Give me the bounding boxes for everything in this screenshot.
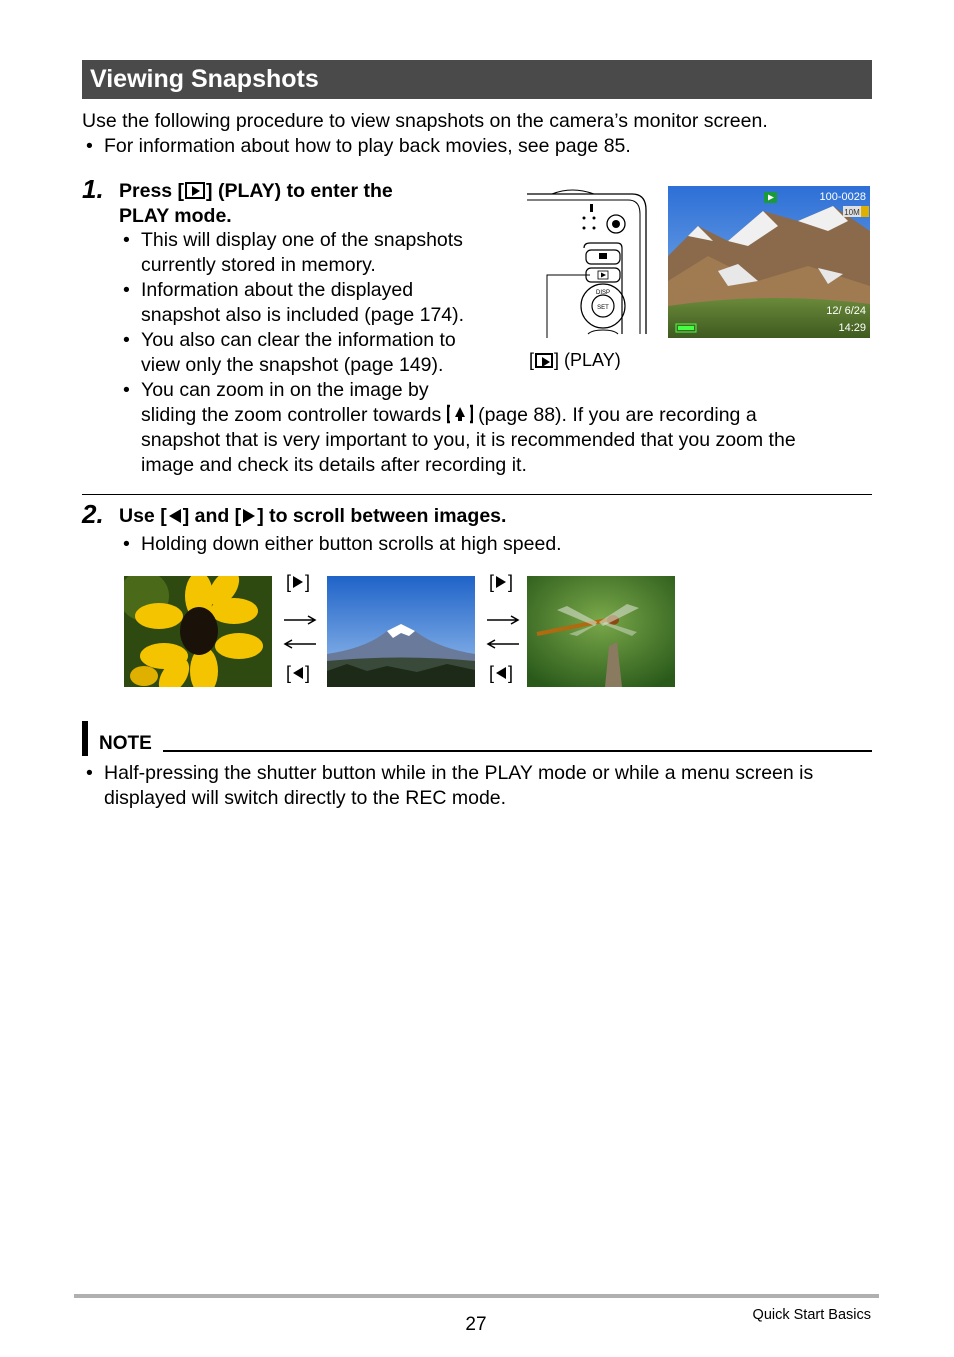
file-number: 100-0028 [819, 191, 866, 203]
note-label: NOTE [99, 733, 152, 754]
image-size: 10M [844, 208, 860, 217]
play-icon [185, 182, 205, 199]
step-2-number: 2. [82, 499, 104, 529]
step-2-title: Use [ ] and [ ] to scroll between images. [119, 505, 507, 527]
right-button-label-1: [ ] [286, 572, 311, 592]
note-rule [163, 750, 872, 752]
footer-rule [74, 1294, 879, 1298]
left-arrow-icon [293, 667, 303, 679]
screen-time: 14:29 [838, 322, 866, 334]
step-1-number: 1. [82, 174, 104, 204]
left-arrow-icon [169, 509, 181, 523]
set-label: SET [597, 305, 609, 311]
disp-label: DISP [595, 290, 611, 296]
section-title: Viewing Snapshots [90, 65, 319, 93]
step-divider [82, 494, 872, 495]
step-1-bullet-2: • Information about the displayed snapshot also is included (page 174). [123, 279, 465, 326]
mountain-photo [668, 186, 870, 338]
play-icon [535, 353, 553, 368]
step-1-bullet-1: • This will display one of the snapshots currently stored in memory. [123, 229, 463, 276]
step-1-bullet-4: • You can zoom in on the image by sliding the zoom controller towards (page 88). If you are recording a snapshot that is very important to you, it is recommended that you zoom the image and check its details after recording it. [123, 379, 796, 476]
scroll-arrows-1 [282, 612, 318, 652]
right-button-label-2: [ ] [489, 572, 514, 592]
footer-section: Quick Start Basics [752, 1307, 871, 1323]
play-button-caption: [ ] (PLAY) [529, 350, 621, 370]
right-arrow-icon [243, 509, 255, 523]
scroll-arrows-2 [485, 612, 521, 652]
page-number: 27 [465, 1314, 487, 1335]
left-arrow-icon [496, 667, 506, 679]
step-1-title: Press [ ] (PLAY) to enter the [119, 180, 393, 202]
zoom-tele-icon [447, 404, 473, 424]
playback-screen [668, 186, 870, 338]
intro-text: Use the following procedure to view snapshots on the camera’s monitor screen. [82, 110, 768, 132]
screen-date: 12/ 6/24 [826, 305, 866, 317]
camera-back-illustration [522, 186, 654, 338]
step-1-title-line2: PLAY mode. [119, 205, 232, 227]
left-button-label-2: [ ] [489, 663, 514, 683]
right-arrow-icon [496, 576, 506, 588]
left-button-label-1: [ ] [286, 663, 311, 683]
flower-photo [124, 576, 272, 687]
dragonfly-photo [527, 576, 675, 687]
note-bullet: • Half-pressing the shutter button while in the PLAY mode or while a menu screen is displayed will switch directly to the REC mode. [86, 762, 814, 809]
step-1-bullet-3: • You also can clear the information to view only the snapshot (page 149). [123, 329, 456, 376]
section-title-banner [82, 60, 872, 99]
note-bar [82, 721, 88, 756]
mount-fuji-photo [327, 576, 475, 687]
right-arrow-icon [293, 576, 303, 588]
